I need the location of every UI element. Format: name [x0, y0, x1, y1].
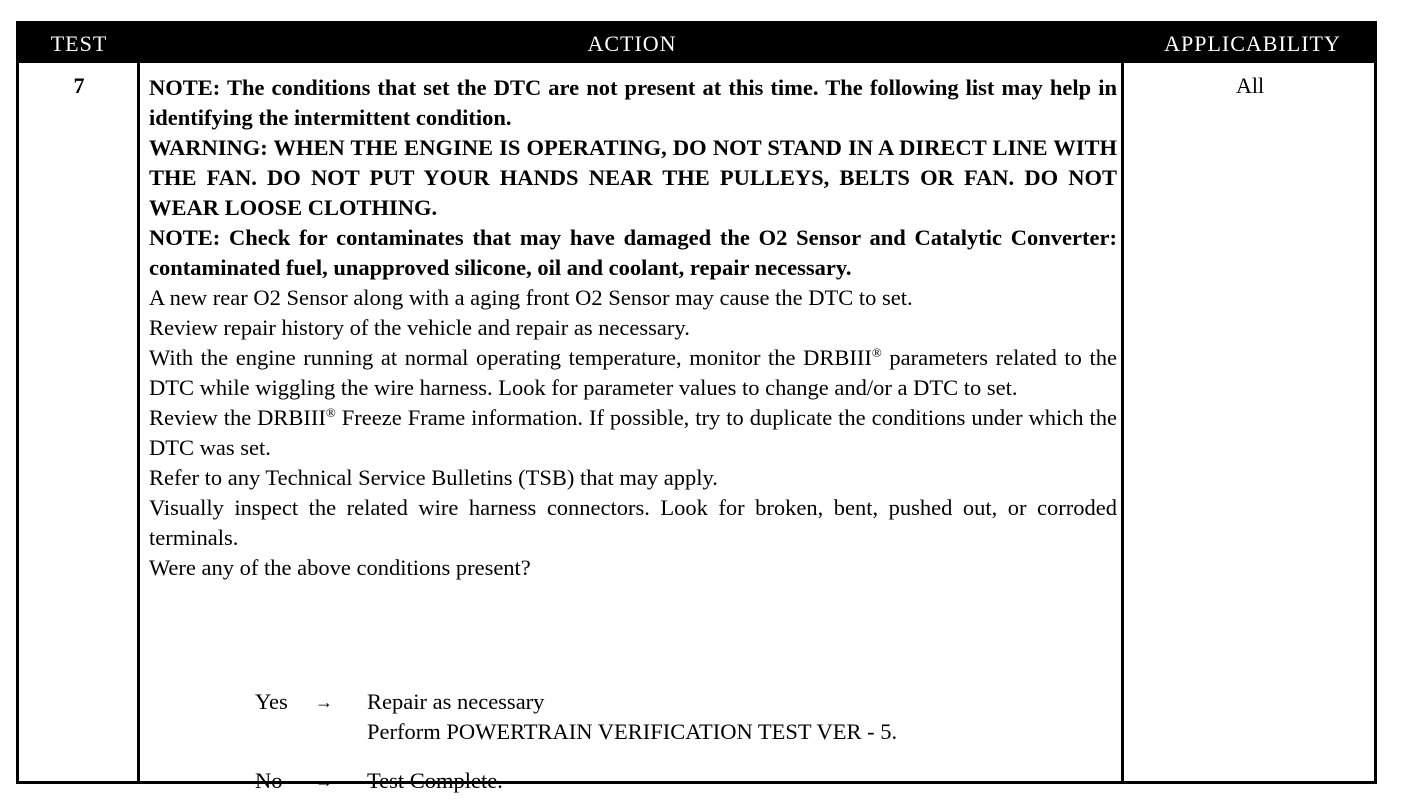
no-arrow-icon: →	[315, 771, 333, 791]
header-test: TEST	[50, 31, 108, 56]
header-applicability: APPLICABILITY	[1164, 31, 1341, 56]
action-question: Were any of the above conditions present?	[149, 555, 531, 580]
freeze-text-a: Review the DRBIII	[149, 405, 326, 430]
yes-line-2: Perform POWERTRAIN VERIFICATION TEST VER - 5.	[367, 719, 898, 744]
applicability-value: All	[1235, 73, 1265, 98]
warning-engine: WARNING: WHEN THE ENGINE IS OPERATING, DO NOT STAND IN A DIRECT LINE WITH THE FAN. DO NOT PUT YOUR HANDS NEAR THE PULLEYS, BELTS OR FAN. DO NOT WEAR LOOSE CLOTHING.	[149, 135, 1117, 220]
yes-line-1: Repair as necessary	[367, 689, 545, 714]
note-contaminates: NOTE: Check for contaminates that may have damaged the O2 Sensor and Catalytic Converter: contaminated fuel, unapproved silicone, oil and coolant, repair necessary.	[149, 225, 1117, 280]
column-divider-test	[137, 63, 140, 781]
action-para-tsb: Refer to any Technical Service Bulletins (TSB) that may apply.	[149, 465, 718, 490]
yes-action	[367, 687, 1127, 747]
yes-arrow-icon: →	[315, 692, 333, 712]
action-para-inspect: Visually inspect the related wire harness connectors. Look for broken, bent, pushed out, or corroded terminals.	[149, 495, 1117, 550]
no-label: No	[255, 768, 283, 793]
action-content	[149, 73, 1117, 583]
action-para-freeze-frame	[149, 403, 1117, 463]
no-action	[367, 766, 1127, 796]
note-intermittent: NOTE: The conditions that set the DTC are not present at this time. The following list may help in identifying the intermittent condition.	[149, 75, 1117, 130]
table-header	[19, 24, 1374, 63]
column-divider-applicability	[1121, 63, 1124, 781]
registered-mark: ®	[871, 345, 882, 360]
registered-mark: ®	[325, 405, 336, 420]
monitor-text-b: parameters related to the DTC while wiggling the wire harness. Look for parameter values to change and/or a DTC to set.	[149, 345, 1117, 400]
yes-label: Yes	[255, 689, 288, 714]
action-para-monitor	[149, 343, 1117, 403]
diagnostic-table	[16, 21, 1377, 793]
monitor-text-a: With the engine running at normal operating temperature, monitor the DRBIII	[149, 345, 872, 370]
no-line-1: Test Complete.	[367, 768, 503, 793]
test-number: 7	[73, 73, 85, 98]
action-para-sensor: A new rear O2 Sensor along with a aging front O2 Sensor may cause the DTC to set.	[149, 285, 913, 310]
header-action: ACTION	[587, 31, 677, 56]
freeze-text-b: Freeze Frame information. If possible, try to duplicate the conditions under which the DTC was set.	[149, 405, 1117, 460]
action-para-history: Review repair history of the vehicle and repair as necessary.	[149, 315, 690, 340]
